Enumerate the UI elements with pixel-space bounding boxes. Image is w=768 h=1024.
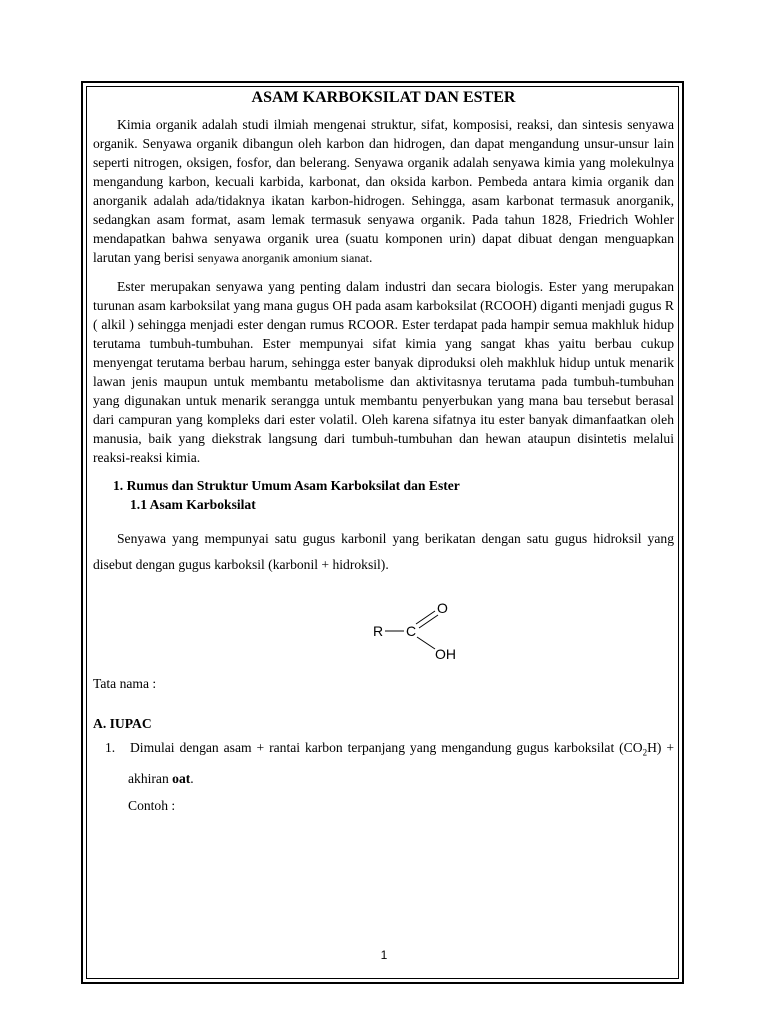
- structure-oh-label: OH: [435, 646, 456, 662]
- contoh-label: Contoh :: [128, 797, 176, 813]
- structure-double-bond-a: [416, 611, 435, 624]
- document-body: [93, 86, 674, 815]
- section-heading-1: 1. Rumus dan Struktur Umum Asam Karboksilat dan Ester: [113, 478, 460, 493]
- document-title: ASAM KARBOKSILAT DAN ESTER: [251, 89, 516, 106]
- page-number: 1: [380, 948, 388, 962]
- section-heading-1-1: 1.1 Asam Karboksilat: [130, 497, 256, 512]
- iupac-rule-1: [93, 735, 674, 792]
- paragraph-intro-text: Kimia organik adalah studi ilmiah mengenai struktur, sifat, komposisi, reaksi, dan sintesis senyawa organik. Senyawa organik dibangun oleh karbon dan hidrogen, dan dapat mengandung unsur-unsur lain seperti nitrogen, oksigen, fosfor, dan belerang. Senyawa organik adalah senyawa kimia yang molekulnya mengandung karbon, kecuali karbida, karbonat, dan oksida karbon. Pembeda antara kimia organik dan anorganik adalah ada/tidaknya ikatan karbon-hidrogen. Sehingga, asam karbonat termasuk anorganik, sedangkan asam format, asam lemak termasuk senyawa organik. Pada tahun 1828, Friedrich Wohler mendapatkan bahwa senyawa organik urea (suatu komponen urin) dapat dibuat dengan menguapkan larutan yang berisi: [93, 117, 674, 265]
- iupac-rule-1-number: 1.: [105, 740, 116, 755]
- iupac-rule-1-after: H) + akhiran: [128, 740, 674, 786]
- iupac-rule-1-end: .: [190, 770, 194, 786]
- carboxyl-structure: [93, 578, 674, 674]
- iupac-rule-1-subscript: 2: [642, 747, 648, 758]
- carboxyl-structure-diagram: [371, 596, 471, 666]
- paragraph-intro-small-text: senyawa anorganik amonium sianat: [197, 251, 369, 265]
- structure-double-bond-b: [419, 615, 438, 628]
- paragraph-intro: [93, 115, 674, 268]
- tata-nama-label: Tata nama :: [93, 676, 157, 691]
- paragraph-intro-period: .: [368, 250, 373, 265]
- structure-bond-c-oh: [417, 637, 435, 649]
- iupac-rule-1-suffix: oat: [172, 770, 191, 786]
- iupac-rule-1-text: Dimulai dengan asam + rantai karbon terpanjang yang mengandung gugus karboksilat (CO: [129, 740, 643, 755]
- structure-c-label: C: [406, 623, 417, 639]
- iupac-heading: A. IUPAC: [93, 716, 152, 731]
- structure-o-label: O: [437, 600, 448, 616]
- paragraph-ester: Ester merupakan senyawa yang penting dalam industri dan secara biologis. Ester yang merupakan turunan asam karboksilat yang mana gugus OH pada asam karboksilat (RCOOH) diganti menjadi gugus R ( alkil ) sehingga menjadi ester dengan rumus RCOOR. Ester terdapat pada hampir semua makhluk hidup terutama tumbuh-tumbuhan. Ester mempunyai sifat kimia yang sangat khas yaitu berbau cukup menyengat terutama berbau harum, sehingga ester banyak diproduksi oleh makhluk hidup untuk menarik lawan jenis maupun untuk membantu metabolisme dan aktivitasnya terutama pada tumbuh-tumbuhan yang digunakan untuk menarik serangga untuk membantu penyerbukan yang mana bau tersebut berasal dari campuran yang kompleks dari ester volatil. Oleh karena sifatnya itu ester banyak dimanfaatkan oleh manusia, baik yang diekstrak langsung dari tumbuh-tumbuhan dan hewan ataupun disintetis melalui reaksi-reaksi kimia.: [93, 279, 674, 465]
- paragraph-carboxyl: Senyawa yang mempunyai satu gugus karbonil yang berikatan dengan satu gugus hidroksil yang disebut dengan gugus karboksil (karbonil + hidroksil).: [93, 531, 674, 572]
- structure-r-label: R: [373, 623, 384, 639]
